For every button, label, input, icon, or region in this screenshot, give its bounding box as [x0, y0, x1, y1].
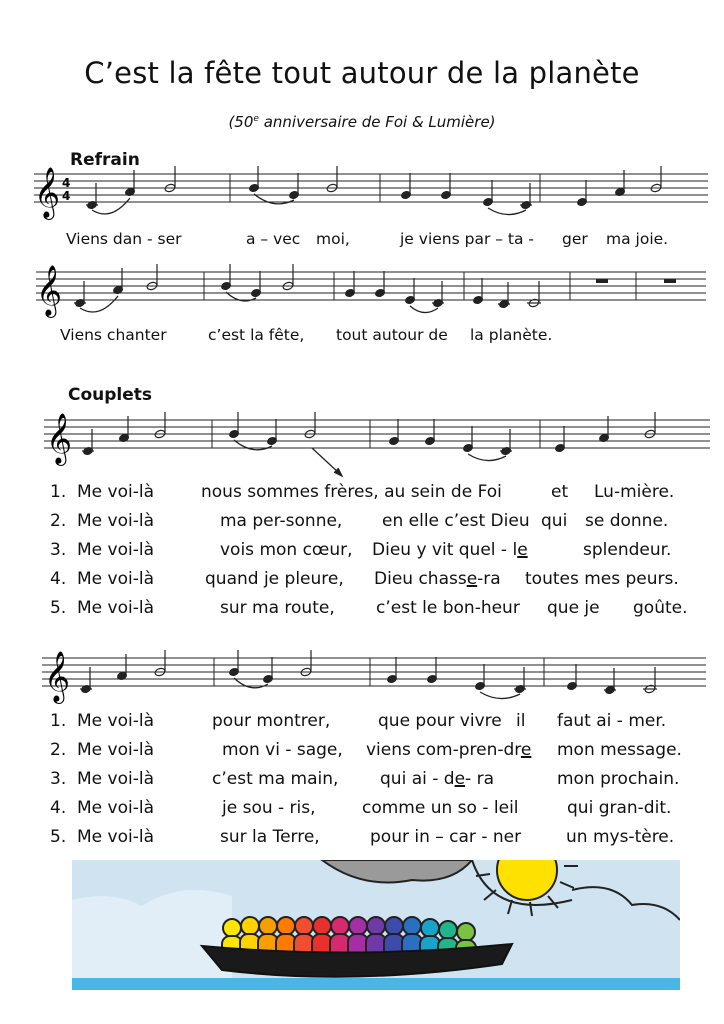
svg-text:4: 4	[62, 176, 71, 190]
verse-line: 2. Me voi-là ma per-sonne, en elle c’est Dieu qui se donne.	[50, 511, 669, 531]
treble-clef-icon: 𝄞	[44, 651, 71, 702]
music-staff-refrain-1	[0, 160, 724, 220]
music-staff-couplets-1	[0, 406, 724, 486]
verse-line: 1. Me voi-là pour montrer, que pour vivre il faut ai - mer.	[50, 711, 667, 731]
boat-illustration	[72, 860, 680, 990]
svg-text:4: 4	[62, 189, 71, 203]
music-staff-refrain-2	[0, 258, 724, 318]
treble-clef-icon: 𝄞	[36, 265, 63, 316]
song-subtitle: (50e anniversaire de Foi & Lumière)	[228, 113, 496, 131]
refrain-lyrics-2: Viens chanter c’est la fête, tout autour de la planète.	[60, 326, 553, 344]
verse-line: 4. Me voi-là je sou - ris, comme un so - leil qui gran-dit.	[50, 798, 672, 818]
refrain-label: Refrain	[70, 150, 140, 170]
verse-line: 5. Me voi-là sur ma route, c’est le bon-heur que je goûte.	[50, 598, 688, 618]
rest-icon	[664, 279, 676, 283]
verse-line: 4. Me voi-là quand je pleure, Dieu chasse-ra toutes mes peurs.	[50, 569, 679, 589]
verse-line: 2. Me voi-là mon vi - sage, viens com-pren-dre mon message.	[50, 740, 682, 760]
treble-clef-icon: 𝄞	[46, 413, 73, 464]
verse-line: 1. Me voi-là nous sommes frères, au sein de Foi et Lu-mière.	[50, 482, 675, 502]
verse-line: 3. Me voi-là vois mon cœur, Dieu y vit quel - le splendeur.	[50, 540, 672, 560]
couplets-label: Couplets	[68, 385, 153, 405]
refrain-lyrics-1: Viens dan - ser a – vec moi, je viens par – ta - ger ma joie.	[66, 230, 669, 248]
treble-clef-icon: 𝄞	[34, 167, 61, 218]
verse-line: 5. Me voi-là sur la Terre, pour in – car - ner un mys-tère.	[50, 827, 675, 847]
song-title: C’est la fête tout autour de la planète	[84, 56, 640, 90]
music-staff-couplets-2	[0, 644, 724, 704]
verse-line: 3. Me voi-là c’est ma main, qui ai - de- ra mon prochain.	[50, 769, 680, 789]
rest-icon	[596, 279, 608, 283]
